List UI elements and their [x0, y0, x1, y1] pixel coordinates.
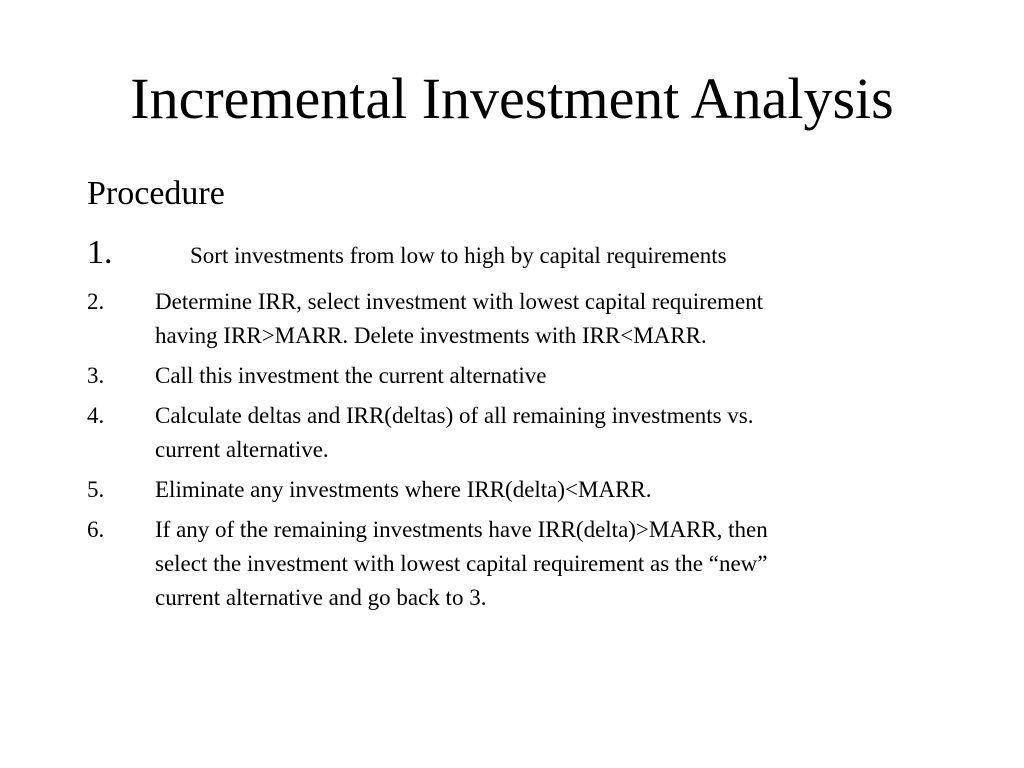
step-text-line: Call this investment the current alternative	[155, 363, 547, 388]
step-number: 1.	[87, 234, 113, 271]
step-number: 5.	[87, 477, 105, 502]
slide-title: Incremental Investment Analysis	[130, 66, 894, 131]
step-item-4	[87, 399, 937, 467]
step-text-line: Eliminate any investments where IRR(delta)<MARR.	[155, 477, 652, 502]
step-text-line: If any of the remaining investments have IRR(delta)>MARR, then	[155, 517, 768, 542]
step-number: 3.	[87, 363, 105, 388]
step-item-5	[87, 473, 937, 507]
step-text-line: current alternative.	[155, 437, 329, 462]
step-text-line: select the investment with lowest capital requirement as the “new”	[155, 551, 768, 576]
step-text-line: having IRR>MARR. Delete investments with IRR<MARR.	[155, 323, 707, 348]
step-number: 2.	[87, 289, 105, 314]
procedure-heading: Procedure	[87, 175, 225, 212]
step-item-1	[87, 233, 947, 273]
step-text-line: Determine IRR, select investment with lowest capital requirement	[155, 289, 764, 314]
step-item-2	[87, 285, 937, 353]
step-item-6	[87, 513, 937, 615]
step-text-line: Calculate deltas and IRR(deltas) of all remaining investments vs.	[155, 403, 754, 428]
step-text: Sort investments from low to high by capital requirements	[190, 243, 727, 268]
step-text-line: current alternative and go back to 3.	[155, 585, 487, 610]
procedure-steps-list	[87, 285, 937, 621]
step-item-3	[87, 359, 937, 393]
step-number: 6.	[87, 517, 105, 542]
step-number: 4.	[87, 403, 105, 428]
